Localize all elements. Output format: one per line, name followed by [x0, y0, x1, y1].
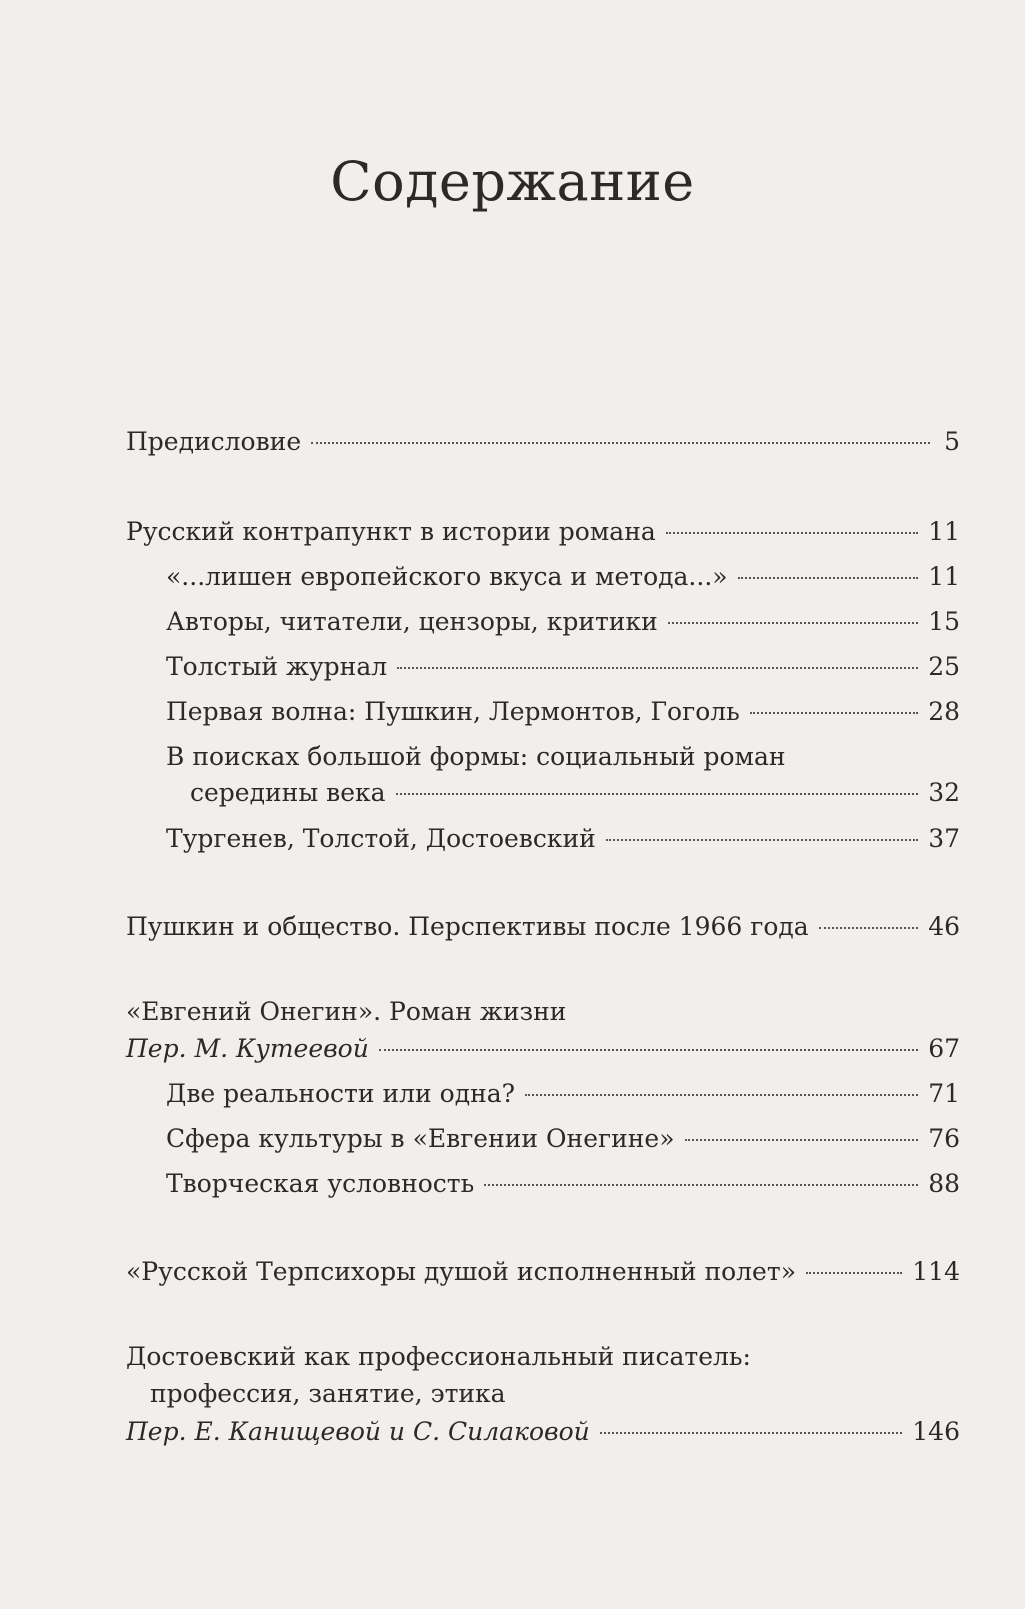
entry-page-number: 5 [944, 427, 960, 456]
entry-label: Авторы, читатели, цензоры, критики [166, 607, 658, 636]
dot-leader [738, 577, 919, 579]
entry-label: середины века [190, 778, 386, 807]
toc-entry-translator [126, 1415, 960, 1449]
dot-leader [525, 1094, 918, 1096]
entry-label: «Евгений Онегин». Роман жизни [126, 997, 567, 1026]
toc-entry-chapter [126, 1255, 960, 1289]
toc-entry-section-line1 [166, 740, 960, 774]
toc-entry-section [166, 822, 960, 856]
dot-leader [666, 532, 918, 534]
dot-leader [396, 793, 919, 795]
entry-label: «Русской Терпсихоры душой исполненный полет» [126, 1257, 796, 1286]
entry-label: Пер. Е. Канищевой и С. Силаковой [126, 1417, 590, 1446]
toc-entry-section [166, 1077, 960, 1111]
entry-page-number: 32 [928, 778, 960, 807]
entry-label: Пушкин и общество. Перспективы после 1966 года [126, 912, 809, 941]
entry-page-number: 28 [928, 697, 960, 726]
entry-page-number: 71 [928, 1079, 960, 1108]
entry-page-number: 37 [928, 824, 960, 853]
dot-leader [806, 1272, 902, 1274]
entry-label: Пер. М. Кутеевой [126, 1034, 369, 1063]
dot-leader [379, 1049, 918, 1051]
dot-leader [668, 622, 918, 624]
entry-page-number: 67 [928, 1034, 960, 1063]
entry-page-number: 46 [928, 912, 960, 941]
toc-entry-section [166, 1122, 960, 1156]
toc-entry-section [166, 1167, 960, 1201]
entry-page-number: 88 [928, 1169, 960, 1198]
dot-leader [685, 1139, 919, 1141]
entry-label: Тургенев, Толстой, Достоевский [166, 824, 596, 853]
toc-entry-translator [126, 1032, 960, 1066]
toc-entry-section [166, 695, 960, 729]
entry-page-number: 25 [928, 652, 960, 681]
dot-leader [484, 1184, 918, 1186]
entry-page-number: 11 [928, 562, 960, 591]
entry-page-number: 146 [912, 1417, 960, 1446]
entry-label: Толстый журнал [166, 652, 388, 681]
toc-entry-chapter [126, 515, 960, 549]
entry-label: «...лишен европейского вкуса и метода...» [166, 562, 728, 591]
toc-entry-section-line2 [190, 776, 960, 810]
entry-label: Первая волна: Пушкин, Лермонтов, Гоголь [166, 697, 740, 726]
entry-label: Творческая условность [166, 1169, 475, 1198]
toc-entry-preface [126, 425, 960, 459]
entry-page-number: 15 [928, 607, 960, 636]
entry-label: Предисловие [126, 427, 302, 456]
entry-page-number: 76 [928, 1124, 960, 1153]
entry-label: профессия, занятие, этика [150, 1379, 506, 1408]
toc-entry-chapter-line1 [126, 1340, 960, 1374]
entry-label: Русский контрапункт в истории романа [126, 517, 656, 546]
dot-leader [600, 1432, 903, 1434]
entry-label: Достоевский как профессиональный писатель: [126, 1342, 751, 1371]
toc-entry-chapter-line1 [126, 995, 960, 1029]
toc-entry-section [166, 560, 960, 594]
entry-page-number: 11 [928, 517, 960, 546]
entry-page-number: 114 [912, 1257, 960, 1286]
toc-entry-section [166, 650, 960, 684]
dot-leader [311, 442, 930, 444]
dot-leader [819, 927, 918, 929]
dot-leader [606, 839, 918, 841]
page-title: Содержание [330, 150, 695, 213]
entry-label: В поисках большой формы: социальный роман [166, 742, 786, 771]
entry-label: Сфера культуры в «Евгении Онегине» [166, 1124, 675, 1153]
entry-label: Две реальности или одна? [166, 1079, 516, 1108]
dot-leader [750, 712, 918, 714]
toc-entry-section [166, 605, 960, 639]
toc-entry-chapter [126, 910, 960, 944]
dot-leader [397, 667, 918, 669]
toc-entry-chapter-line2 [150, 1377, 960, 1411]
